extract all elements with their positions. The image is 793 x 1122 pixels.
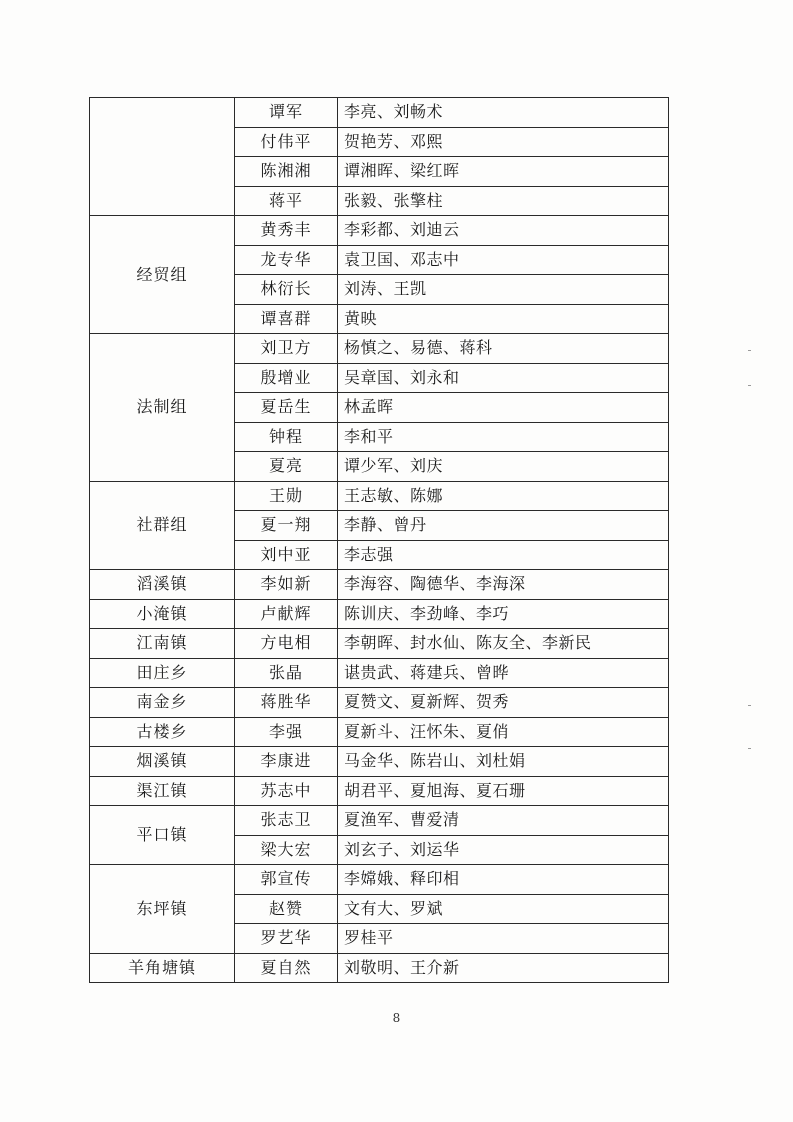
members-cell: 李彩都、刘迪云 — [338, 216, 669, 246]
leader-cell: 夏自然 — [235, 953, 338, 983]
members-cell: 罗桂平 — [338, 924, 669, 954]
leader-cell: 梁大宏 — [235, 835, 338, 865]
group-name-cell: 南金乡 — [90, 688, 235, 718]
table-row — [90, 629, 669, 659]
leader-cell: 方电相 — [235, 629, 338, 659]
leader-cell: 夏亮 — [235, 452, 338, 482]
table-row — [90, 865, 669, 895]
table-row — [90, 98, 669, 128]
members-cell: 马金华、陈岩山、刘杜娟 — [338, 747, 669, 777]
members-cell: 夏渔军、曹爱清 — [338, 806, 669, 836]
members-cell: 李海容、陶德华、李海深 — [338, 570, 669, 600]
leader-cell: 王勋 — [235, 481, 338, 511]
scan-speck — [748, 385, 751, 386]
table-row — [90, 481, 669, 511]
table-row — [90, 216, 669, 246]
leader-cell: 蒋胜华 — [235, 688, 338, 718]
members-cell: 谭少军、刘庆 — [338, 452, 669, 482]
members-cell: 李朝晖、封水仙、陈友全、李新民 — [338, 629, 669, 659]
leader-cell: 龙专华 — [235, 245, 338, 275]
members-cell: 杨慎之、易德、蒋科 — [338, 334, 669, 364]
members-cell: 李嫦娥、释印相 — [338, 865, 669, 895]
leader-cell: 罗艺华 — [235, 924, 338, 954]
group-name-cell: 小淹镇 — [90, 599, 235, 629]
group-name-cell: 社群组 — [90, 481, 235, 570]
leader-cell: 刘中亚 — [235, 540, 338, 570]
table-row — [90, 776, 669, 806]
group-name-cell: 滔溪镇 — [90, 570, 235, 600]
scan-speck — [748, 748, 751, 749]
members-cell: 袁卫国、邓志中 — [338, 245, 669, 275]
group-name-cell: 烟溪镇 — [90, 747, 235, 777]
leader-cell: 赵赞 — [235, 894, 338, 924]
members-cell: 谭湘晖、梁红晖 — [338, 157, 669, 187]
leader-cell: 张晶 — [235, 658, 338, 688]
members-cell: 贺艳芳、邓熙 — [338, 127, 669, 157]
members-cell: 刘涛、王凯 — [338, 275, 669, 305]
table-row — [90, 570, 669, 600]
scan-speck — [748, 350, 751, 351]
table-row — [90, 747, 669, 777]
page-number: 8 — [392, 1011, 401, 1025]
members-cell: 谌贵武、蒋建兵、曾晔 — [338, 658, 669, 688]
group-name-cell: 东坪镇 — [90, 865, 235, 954]
members-cell: 张毅、张擎柱 — [338, 186, 669, 216]
members-cell: 刘玄子、刘运华 — [338, 835, 669, 865]
members-cell: 胡君平、夏旭海、夏石珊 — [338, 776, 669, 806]
members-cell: 吴章国、刘永和 — [338, 363, 669, 393]
leader-cell: 李强 — [235, 717, 338, 747]
leader-cell: 夏岳生 — [235, 393, 338, 423]
leader-cell: 林衍长 — [235, 275, 338, 305]
members-cell: 林孟晖 — [338, 393, 669, 423]
members-cell: 夏赞文、夏新辉、贺秀 — [338, 688, 669, 718]
group-name-cell: 法制组 — [90, 334, 235, 482]
leader-cell: 刘卫方 — [235, 334, 338, 364]
table-row — [90, 953, 669, 983]
assignment-table-body — [90, 98, 669, 983]
group-name-cell: 平口镇 — [90, 806, 235, 865]
table-row — [90, 806, 669, 836]
members-cell: 李亮、刘畅术 — [338, 98, 669, 128]
leader-cell: 夏一翔 — [235, 511, 338, 541]
scan-speck — [748, 705, 751, 706]
members-cell: 刘敬明、王介新 — [338, 953, 669, 983]
group-name-cell: 经贸组 — [90, 216, 235, 334]
group-name-cell: 田庄乡 — [90, 658, 235, 688]
group-name-cell: 渠江镇 — [90, 776, 235, 806]
members-cell: 李静、曾丹 — [338, 511, 669, 541]
members-cell: 李志强 — [338, 540, 669, 570]
leader-cell: 张志卫 — [235, 806, 338, 836]
leader-cell: 卢献辉 — [235, 599, 338, 629]
leader-cell: 郭宣传 — [235, 865, 338, 895]
leader-cell: 付伟平 — [235, 127, 338, 157]
members-cell: 陈训庆、李劲峰、李巧 — [338, 599, 669, 629]
leader-cell: 谭喜群 — [235, 304, 338, 334]
leader-cell: 钟程 — [235, 422, 338, 452]
members-cell: 黄映 — [338, 304, 669, 334]
leader-cell: 殷增业 — [235, 363, 338, 393]
members-cell: 李和平 — [338, 422, 669, 452]
table-row — [90, 599, 669, 629]
group-name-cell — [90, 98, 235, 216]
leader-cell: 谭军 — [235, 98, 338, 128]
table-row — [90, 658, 669, 688]
table-row — [90, 334, 669, 364]
leader-cell: 蒋平 — [235, 186, 338, 216]
group-name-cell: 古楼乡 — [90, 717, 235, 747]
group-name-cell: 羊角塘镇 — [90, 953, 235, 983]
leader-cell: 黄秀丰 — [235, 216, 338, 246]
leader-cell: 苏志中 — [235, 776, 338, 806]
group-name-cell: 江南镇 — [90, 629, 235, 659]
assignment-table — [89, 97, 669, 983]
leader-cell: 陈湘湘 — [235, 157, 338, 187]
members-cell: 文有大、罗斌 — [338, 894, 669, 924]
members-cell: 王志敏、陈娜 — [338, 481, 669, 511]
members-cell: 夏新斗、汪怀朱、夏俏 — [338, 717, 669, 747]
leader-cell: 李康进 — [235, 747, 338, 777]
leader-cell: 李如新 — [235, 570, 338, 600]
table-row — [90, 717, 669, 747]
table-row — [90, 688, 669, 718]
